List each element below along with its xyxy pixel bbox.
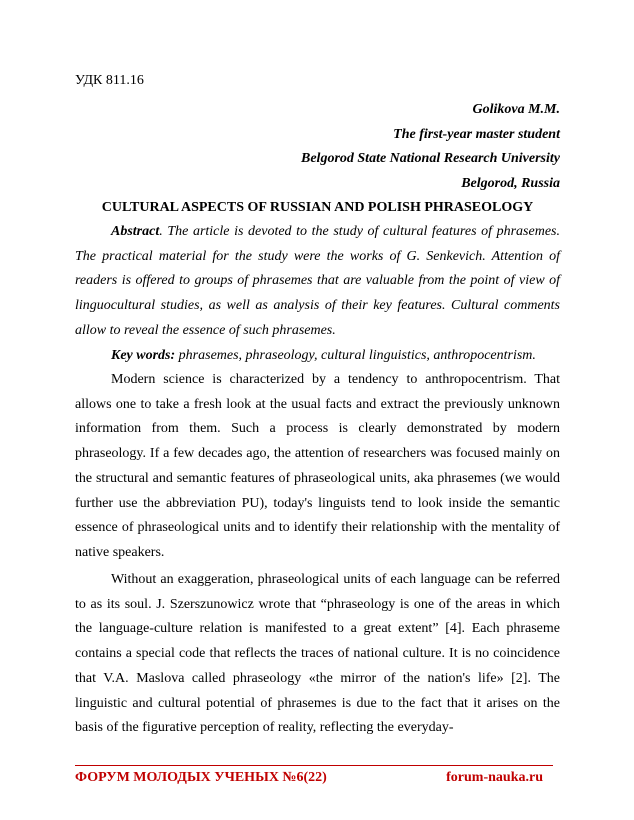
footer-journal: ФОРУМ МОЛОДЫХ УЧЕНЫХ №6(22)	[75, 770, 327, 785]
keywords-text: phrasemes, phraseology, cultural linguistics, anthropocentrism.	[175, 348, 536, 363]
keywords-label: Key words:	[111, 348, 176, 363]
author-city: Belgorod, Russia	[461, 176, 560, 191]
author-university: Belgorod State National Research University	[301, 151, 560, 166]
udk-code: УДК 811.16	[75, 73, 144, 88]
footer-site-link[interactable]: forum-nauka.ru	[446, 770, 543, 785]
footer-divider	[75, 765, 553, 766]
abstract	[75, 220, 560, 344]
body-paragraph: Modern science is characterized by a tendency to anthropocentrism. That allows one to take a fresh look at the usual facts and extract the previously unknown information from them. Such a process is clearly demonstrated by modern phraseology. If a few decades ago, the attention of researchers was focused mainly on the structural and semantic features of phraseological units, aka phrasemes (we would further use the abbreviation PU), today's linguists tend to look inside the semantic essence of phraseological units and to identify their relationship with the mentality of native speakers.	[75, 372, 560, 560]
author-status: The first-year master student	[393, 127, 560, 142]
author-name: Golikova M.M.	[472, 102, 560, 117]
keywords	[75, 344, 560, 369]
abstract-label: Abstract	[111, 224, 160, 239]
body-paragraph: Without an exaggeration, phraseological units of each language can be referred to as its soul. J. Szerszunowicz wrote that “phraseology is one of the areas in which the language-culture relation is manifested to a great extent” [4]. Each phraseme contains a special code that reflects the traces of national culture. It is no coincidence that V.A. Maslova called phraseology «the mirror of the nation's life» [2]. The linguistic and cultural potential of phrasemes is due to the fact that it arises on the basis of the figurative perception of reality, reflecting the everyday-	[75, 572, 560, 736]
article-title: CULTURAL ASPECTS OF RUSSIAN AND POLISH PHRASEOLOGY	[101, 200, 534, 215]
abstract-text: . The article is devoted to the study of cultural features of phrasemes. The practical material for the study were the works of G. Senkevich. Attention of readers is offered to groups of phrasemes that are valuable from the point of view of linguocultural studies, as well as analysis of their key features. Cultural comments allow to reveal the essence of such phrasemes.	[75, 224, 560, 338]
